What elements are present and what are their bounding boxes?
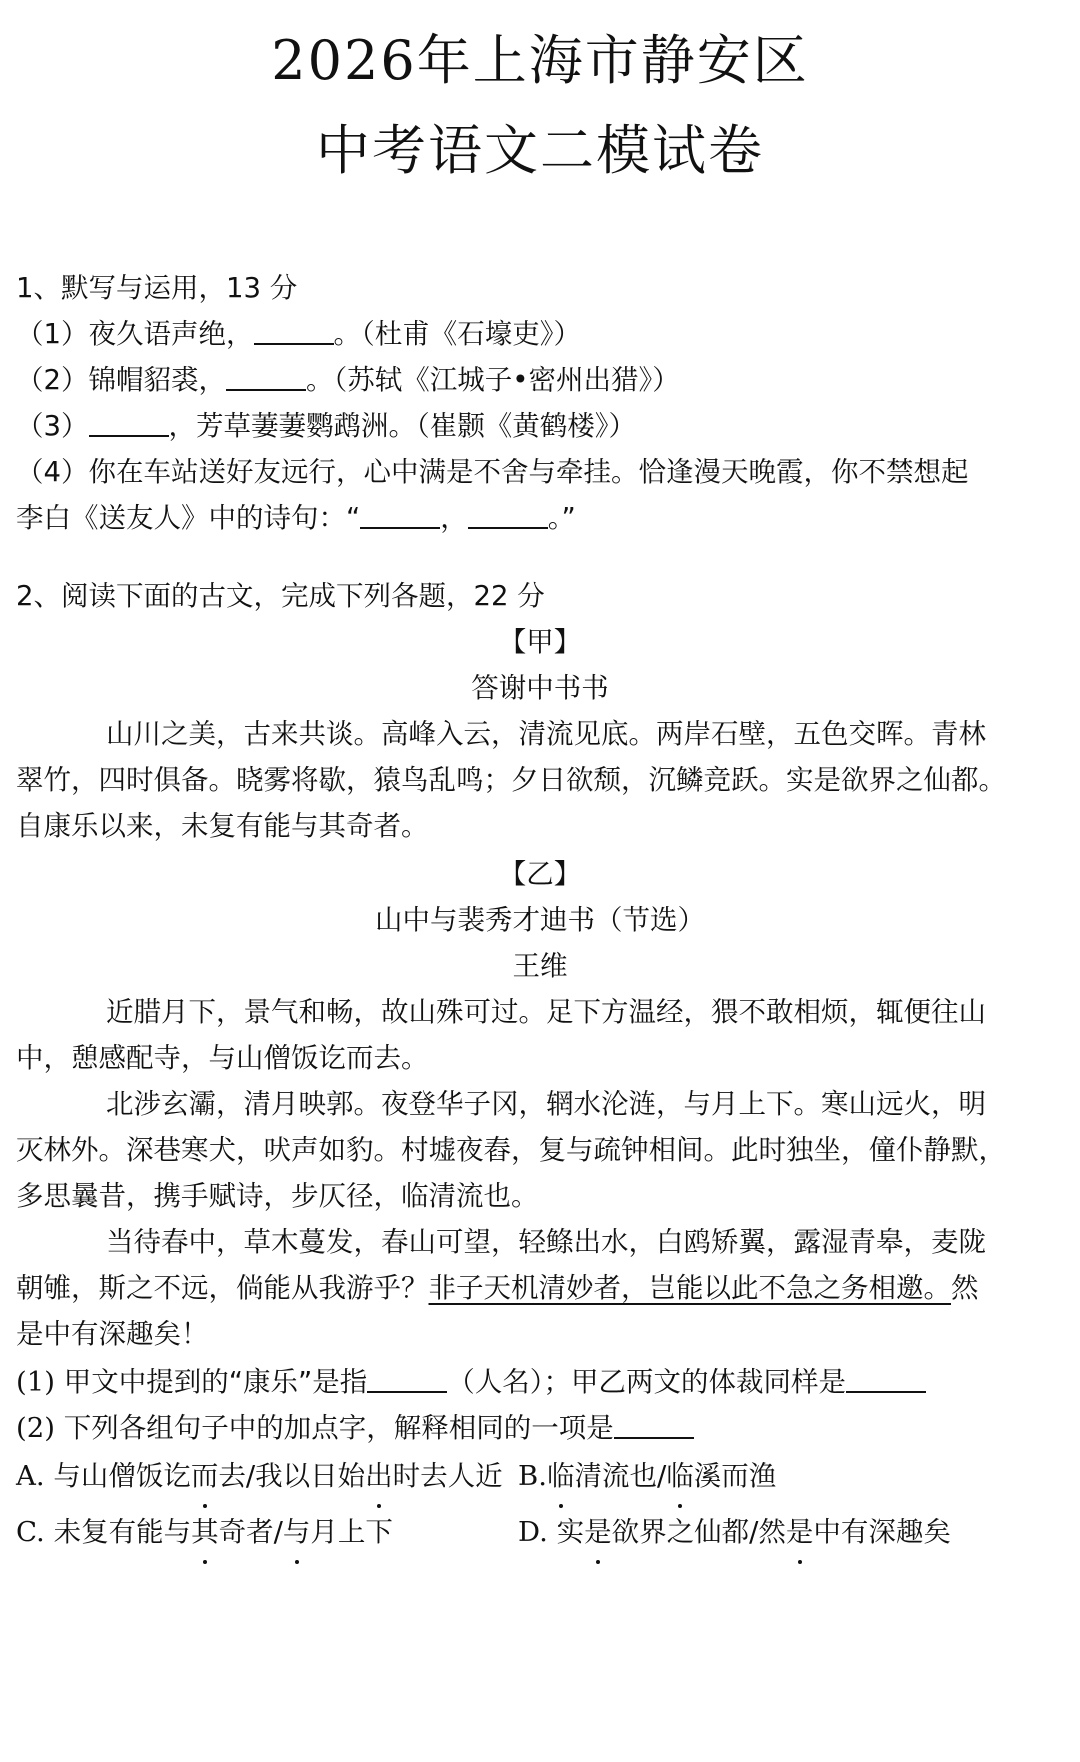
passage-jia-line: 翠竹，四时俱备。晓雾将歇，猿鸟乱鸣；夕日欲颓，沉鳞竞跃。实是欲界之仙都。: [16, 764, 1006, 796]
option-d[interactable]: D. 实是欲界之仙都/然是中有深趣矣: [518, 1506, 1058, 1558]
answer-blank[interactable]: [367, 1361, 447, 1393]
q2-sub2: (2) 下列各组句子中的加点字，解释相同的一项是: [16, 1402, 1066, 1454]
answer-blank[interactable]: [226, 359, 306, 391]
answer-blank[interactable]: [89, 405, 169, 437]
answer-blank[interactable]: [614, 1407, 694, 1439]
passage-yi-p2-line: 多思曩昔，携手赋诗，步仄径，临清流也。: [16, 1180, 539, 1212]
passage-jia-label: 【甲】: [498, 626, 582, 658]
dotted-character: 临: [547, 1450, 575, 1502]
q2-header: 2、阅读下面的古文，完成下列各题，22 分: [16, 580, 545, 612]
passage-yi-p2-line: 北涉玄灞，清月映郭。夜登华子冈，辋水沦涟，与月上下。寒山远火，明: [106, 1088, 986, 1120]
dotted-character: 其: [191, 1506, 219, 1558]
passage-yi-p3-line: 朝雊，斯之不远，倘能从我游乎？非子天机清妙者，岂能以此不急之务相邀。然: [16, 1272, 979, 1304]
q1-item-4-line1: （4）你在车站送好友远行，心中满是不舍与牵挂。恰逢漫天晚霞，你不禁想起: [16, 456, 969, 488]
option-a[interactable]: A. 与山僧饭讫而去/我以日始出时去人近: [16, 1450, 516, 1502]
q1-header: 1、默写与运用，13 分: [16, 272, 298, 304]
passage-yi-p1-line: 近腊月下，景气和畅，故山殊可过。足下方温经，猥不敢相烦，辄便往山: [106, 996, 986, 1028]
passage-yi-p2-line: 灭林外。深巷寒犬，吠声如豹。村墟夜舂，复与疏钟相间。此时独坐，僮仆静默，: [16, 1134, 1006, 1166]
passage-yi-p3-line: 当待春中，草木蔓发，春山可望，轻鲦出水，白鸥矫翼，露湿青皋，麦陇: [106, 1226, 986, 1258]
option-c[interactable]: C. 未复有能与其奇者/与月上下: [16, 1506, 516, 1558]
answer-blank[interactable]: [254, 313, 334, 345]
dotted-character: 而: [191, 1450, 219, 1502]
q2-sub1: (1) 甲文中提到的“康乐”是指 （人名）；甲乙两文的体裁同样是: [16, 1356, 1066, 1408]
q1-item-2: （2）锦帽貂裘， 。（苏轼《江城子•密州出猎》）: [16, 354, 1066, 406]
passage-yi-author: 王维: [512, 950, 568, 982]
dotted-character: 是: [584, 1506, 612, 1558]
passage-yi-p1-line: 中，憩感配寺，与山僧饭讫而去。: [16, 1042, 429, 1074]
exam-title-line1: 2026年上海市静安区: [271, 29, 809, 92]
q1-item-1: （1）夜久语声绝， 。（杜甫《石壕吏》）: [16, 308, 1066, 360]
answer-blank[interactable]: [846, 1361, 926, 1393]
passage-yi-title: 山中与裴秀才迪书（节选）: [375, 904, 705, 936]
dotted-character: 临: [666, 1450, 694, 1502]
option-b[interactable]: B.临清流也/临溪而渔: [518, 1450, 1058, 1502]
exam-title-line2: 中考语文二模试卷: [316, 119, 764, 182]
passage-yi-p3-line: 是中有深趣矣！: [16, 1318, 209, 1350]
q1-item-3: （3） ，芳草萋萋鹦鹉洲。（崔颢《黄鹤楼》）: [16, 400, 1066, 452]
underlined-sentence: 非子天机清妙者，岂能以此不急之务相邀。: [428, 1272, 951, 1304]
answer-blank[interactable]: [468, 497, 548, 529]
passage-jia-title: 答谢中书书: [471, 672, 609, 704]
answer-blank[interactable]: [360, 497, 440, 529]
passage-jia-line: 山川之美，古来共谈。高峰入云，清流见底。两岸石壁，五色交晖。青林: [106, 718, 986, 750]
passage-jia-line: 自康乐以来，未复有能与其奇者。: [16, 810, 429, 842]
passage-yi-label: 【乙】: [498, 858, 582, 890]
dotted-character: 与: [283, 1506, 311, 1558]
q1-item-4-line2: 李白《送友人》中的诗句：“ ， 。”: [16, 492, 1066, 544]
dotted-character: 出: [365, 1450, 393, 1502]
dotted-character: 是: [786, 1506, 814, 1558]
